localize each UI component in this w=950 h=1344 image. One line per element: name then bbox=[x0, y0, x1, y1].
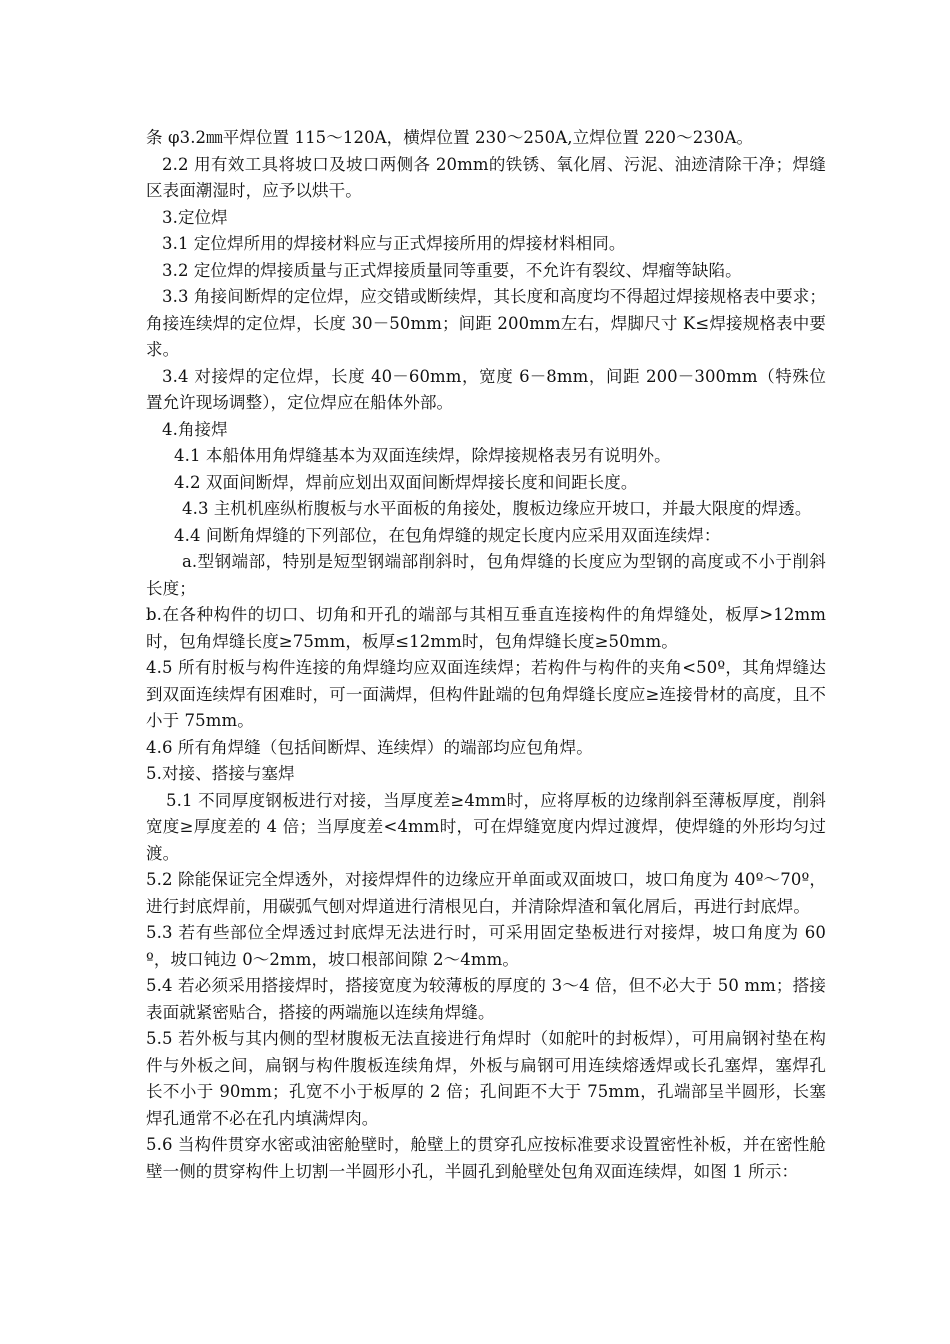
paragraph-4-4-a: a.型钢端部，特别是短型钢端部削斜时，包角焊缝的长度应为型钢的高度或不小于削斜长度； bbox=[146, 552, 826, 598]
paragraph-5-5: 5.5 若外板与其内侧的型材腹板无法直接进行角焊时（如舵叶的封板焊），可用扁钢衬垫在构件与外板之间，扁钢与构件腹板连续角焊，外板与扁钢可用连续熔透焊或长孔塞焊，塞焊孔长不小于 90mm；孔宽不小于板厚的 2 倍；孔间距不大于 75mm，孔端部呈半圆形，长塞焊孔通常不必在孔内填满焊肉。 bbox=[146, 1029, 826, 1128]
paragraph-5-4: 5.4 若必须采用搭接焊时，搭接宽度为较薄板的厚度的 3～4 倍，但不必大于 50 mm；搭接表面就紧密贴合，搭接的两端施以连续角焊缝。 bbox=[146, 976, 826, 1022]
paragraph-3-4: 3.4 对接焊的定位焊，长度 40－60mm，宽度 6－8mm，间距 200－300mm（特殊位置允许现场调整），定位焊应在船体外部。 bbox=[146, 366, 826, 412]
paragraph-5-1: 5.1 不同厚度钢板进行对接，当厚度差≥4mm时，应将厚板的边缘削斜至薄板厚度，削斜宽度≥厚度差的 4 倍；当厚度差<4mm时，可在焊缝宽度内焊过渡焊，使焊缝的外形均匀过渡。 bbox=[146, 790, 826, 863]
paragraph-3-2: 3.2 定位焊的焊接质量与正式焊接质量同等重要，不允许有裂纹、焊瘤等缺陷。 bbox=[162, 260, 742, 280]
paragraph-4-5: 4.5 所有肘板与构件连接的角焊缝均应双面连续焊；若构件与构件的夹角<50º，其角焊缝达到双面连续焊有困难时，可一面满焊，但构件趾端的包角焊缝长度应≥连接骨材的高度，且不小于 75mm。 bbox=[146, 658, 826, 730]
paragraph-4-4-b: b.在各种构件的切口、切角和开孔的端部与其相互垂直连接构件的角焊缝处，板厚>12mm时，包角焊缝长度≥75mm，板厚≤12mm时，包角焊缝长度≥50mm。 bbox=[146, 605, 826, 651]
heading-3-tack-welding: 3.定位焊 bbox=[162, 207, 228, 227]
paragraph-4-3: 4.3 主机机座纵桁腹板与水平面板的角接处，腹板边缘应开坡口，并最大限度的焊透。 bbox=[182, 499, 812, 518]
paragraph-3-1: 3.1 定位焊所用的焊接材料应与正式焊接所用的焊接材料相同。 bbox=[162, 234, 626, 253]
paragraph-2-2: 2.2 用有效工具将坡口及坡口两侧各 20mm的铁锈、氧化屑、污泥、油迹清除干净；焊缝区表面潮湿时，应予以烘干。 bbox=[146, 154, 826, 200]
heading-5-butt-lap-plug: 5.对接、搭接与塞焊 bbox=[146, 764, 295, 783]
paragraph-4-1: 4.1 本船体用角焊缝基本为双面连续焊，除焊接规格表另有说明外。 bbox=[174, 446, 671, 465]
heading-4-fillet-welding: 4.角接焊 bbox=[162, 419, 228, 439]
paragraph-5-2: 5.2 除能保证完全焊透外，对接焊焊件的边缘应开单面或双面坡口，坡口角度为 40º～70º，进行封底焊前，用碳弧气刨对焊道进行清根见白，并清除焊渣和氧化屑后，再进行封底焊。 bbox=[146, 870, 826, 916]
paragraph-5-3: 5.3 若有些部位全焊透过封底焊无法进行时，可采用固定垫板进行对接焊，坡口角度为 60º，坡口钝边 0～2mm，坡口根部间隙 2～4mm。 bbox=[146, 923, 826, 969]
paragraph-4-2: 4.2 双面间断焊，焊前应划出双面间断焊焊接长度和间距长度。 bbox=[174, 472, 638, 492]
paragraph-4-6: 4.6 所有角焊缝（包括间断焊、连续焊）的端部均应包角焊。 bbox=[146, 737, 593, 757]
document-body bbox=[146, 125, 826, 1185]
paragraph-electrode-current: 条 φ3.2㎜平焊位置 115～120A，横焊位置 230～250A,立焊位置 220～230A。 bbox=[146, 128, 754, 147]
paragraph-4-4: 4.4 间断角焊缝的下列部位，在包角焊缝的规定长度内应采用双面连续焊： bbox=[174, 525, 721, 545]
paragraph-3-3: 3.3 角接间断焊的定位焊，应交错或断续焊，其长度和高度均不得超过焊接规格表中要求；角接连续焊的定位焊，长度 30－50mm；间距 200mm左右，焊脚尺寸 K≤焊接规格表中要求。 bbox=[146, 287, 826, 359]
paragraph-5-6: 5.6 当构件贯穿水密或油密舱壁时，舱壁上的贯穿孔应按标准要求设置密性补板，并在密性舱壁一侧的贯穿构件上切割一半圆形小孔，半圆孔到舱壁处包角双面连续焊，如图 1 所示： bbox=[146, 1135, 826, 1181]
